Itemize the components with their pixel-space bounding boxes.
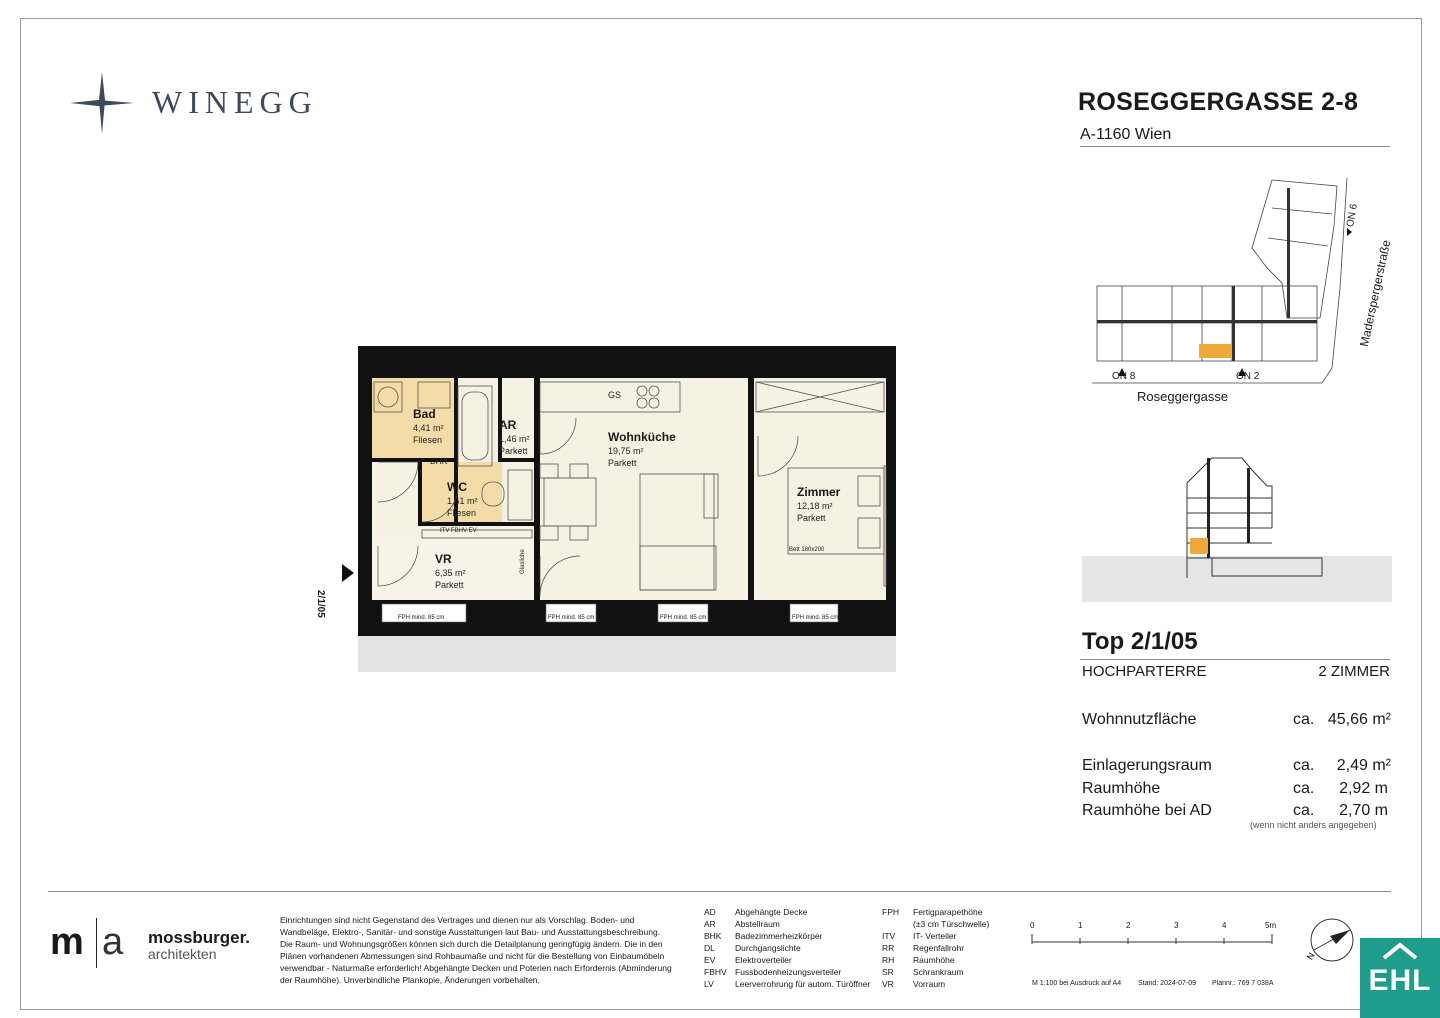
entrance-label: ON 8 bbox=[1112, 371, 1136, 382]
area-value: 45,66 m² bbox=[1327, 711, 1391, 728]
legend-row bbox=[704, 930, 870, 942]
fph-label: FPH mind. 85 cm bbox=[660, 615, 707, 621]
fph-label: FPH mind. 85 cm bbox=[792, 615, 839, 621]
architect-name: mossburger. bbox=[148, 928, 251, 947]
unit-title: Top 2/1/05 bbox=[1082, 628, 1198, 655]
area-value: 2,49 m² bbox=[1336, 757, 1391, 774]
street-label: Maderspergerstraße bbox=[1357, 238, 1394, 348]
room-name: Zimmer bbox=[797, 485, 841, 499]
legend-desc: Abgehängte Decke bbox=[735, 907, 808, 917]
scale-bar bbox=[1030, 932, 1280, 946]
legend-abbr: AD bbox=[704, 907, 716, 917]
area-value: 2,92 m bbox=[1339, 780, 1388, 797]
room-count: 2 ZIMMER bbox=[1318, 663, 1390, 680]
room-name: Bad bbox=[413, 407, 436, 421]
glas-label: Glasliche bbox=[520, 549, 526, 574]
room-area: 4,41 m² bbox=[413, 423, 444, 433]
legend-abbr: FBHV bbox=[704, 967, 727, 977]
entrance-label: ON 6 bbox=[1345, 203, 1360, 228]
legend-desc: Badezimmerheizkörper bbox=[735, 931, 823, 941]
bhk-label: BHK bbox=[430, 456, 448, 466]
gas-label: GS bbox=[608, 390, 622, 400]
legend-row bbox=[882, 942, 989, 954]
unit-tag: 2/1/05 bbox=[315, 590, 326, 618]
legend-row bbox=[704, 906, 870, 918]
plan-date: Stand: 2024-07-09 bbox=[1138, 980, 1196, 987]
itv-label: ITV FBHV EV bbox=[440, 528, 477, 534]
scale-note: M 1:100 bei Ausdruck auf A4 bbox=[1032, 980, 1122, 987]
area-ca: ca. bbox=[1293, 711, 1315, 728]
scale-tick: 1 bbox=[1078, 921, 1083, 930]
north-arrow-icon bbox=[1306, 914, 1358, 966]
legend-desc: Abstellraum bbox=[735, 919, 780, 929]
legend-abbr: SR bbox=[882, 967, 894, 977]
room-area: 1,46 m² bbox=[499, 434, 530, 444]
ehl-logo bbox=[1360, 938, 1440, 1018]
area-label: Einlagerungsraum bbox=[1082, 757, 1212, 774]
legend-row bbox=[882, 954, 989, 966]
area-ca: ca. bbox=[1293, 757, 1315, 774]
section-drawing bbox=[1082, 448, 1392, 602]
legend-abbr: FPH bbox=[882, 907, 899, 917]
brand-name: WINEGG bbox=[152, 84, 318, 120]
legend-left bbox=[704, 906, 870, 990]
scale-tick: 5m bbox=[1265, 921, 1277, 930]
star-logo-icon bbox=[68, 70, 136, 136]
disclaimer: Einrichtungen sind nicht Gegenstand des Vertrages und dienen nur als Vorschlag. Boden- und Wandbeläge, Elektro-, Sanitär- und sonstige Ausstattungen laut Bau- und Ausstattungsbeschreibung. Die Raum- und Wohnungsgrößen können sich durch die Detailplanung geringfügig ändern. Die in den Plänen vorhandenen Abmessungen sind Rohbaumaße und nicht für die Bestellung von Einbaumöbeln verwendbar - Naturmaße erforderlich! Abgehängte Decken und Poterien nach Erfordernis (Abminderung der Raumhöhe). Unverbindliche Plankopie, Änderungen vorbehalten. bbox=[280, 915, 672, 985]
legend-row bbox=[704, 942, 870, 954]
legend-row bbox=[882, 930, 989, 942]
legend-row bbox=[882, 906, 989, 918]
architect-logo-a: a bbox=[102, 921, 124, 963]
legend-row bbox=[704, 918, 870, 930]
room-floor: Parkett bbox=[608, 458, 637, 468]
fph-label: FPH mind. 85 cm bbox=[548, 615, 595, 621]
fph-label: FPH mind. 85 cm bbox=[398, 615, 445, 621]
legend-abbr: DL bbox=[704, 943, 715, 953]
floor-level: HOCHPARTERRE bbox=[1082, 663, 1207, 680]
legend-abbr: EV bbox=[704, 955, 716, 965]
room-name: WC bbox=[447, 480, 467, 494]
legend-desc: IT- Verteiler bbox=[913, 931, 957, 941]
room-floor: Fliesen bbox=[447, 508, 477, 518]
legend-desc: Raumhöhe bbox=[913, 955, 955, 965]
area-ca: ca. bbox=[1293, 780, 1315, 797]
legend-row bbox=[882, 918, 989, 930]
room-floor: Parkett bbox=[499, 446, 528, 456]
legend-desc: Elektroverteiler bbox=[735, 955, 792, 965]
legend-desc: Schrankraum bbox=[913, 967, 964, 977]
entrance-label: ON 2 bbox=[1236, 371, 1260, 382]
room-area: 6,35 m² bbox=[435, 568, 466, 578]
room-name: Wohnküche bbox=[608, 430, 676, 444]
legend-desc: Fertigparapethöhe bbox=[913, 907, 983, 917]
legend-desc: Vorraum bbox=[913, 979, 946, 989]
svg-text:N: N bbox=[1304, 950, 1317, 962]
legend-abbr: AR bbox=[704, 919, 716, 929]
legend-right bbox=[882, 906, 989, 990]
street-label: Roseggergasse bbox=[1137, 389, 1229, 404]
ehl-text: EHL bbox=[1368, 964, 1432, 997]
room-name: VR bbox=[435, 552, 452, 566]
area-value: 2,70 m bbox=[1339, 802, 1388, 819]
architect-sub: architekten bbox=[148, 946, 217, 962]
city: A-1160 Wien bbox=[1080, 126, 1172, 143]
room-area: 12,18 m² bbox=[797, 501, 833, 511]
divider bbox=[1080, 659, 1390, 660]
area-label: Raumhöhe bbox=[1082, 780, 1161, 797]
legend-abbr: BHK bbox=[704, 931, 722, 941]
plan-number: Plannr.: 769 7 038A bbox=[1212, 980, 1274, 987]
area-ca: ca. bbox=[1293, 802, 1315, 819]
room-floor: Fliesen bbox=[413, 435, 443, 445]
legend-abbr: VR bbox=[882, 979, 894, 989]
street-address: ROSEGGERGASSE 2-8 bbox=[1078, 88, 1359, 116]
area-label: Raumhöhe bei AD bbox=[1082, 802, 1212, 819]
room-name: AR bbox=[499, 418, 517, 432]
legend-desc: Durchgangslichte bbox=[735, 943, 801, 953]
scale-tick: 0 bbox=[1030, 921, 1035, 930]
height-note: (wenn nicht anders angegeben) bbox=[1250, 820, 1377, 830]
legend-abbr: LV bbox=[704, 979, 714, 989]
scale-tick: 4 bbox=[1222, 921, 1227, 930]
legend-desc: Fussbodenheizungsverteiler bbox=[735, 967, 842, 977]
legend-row bbox=[882, 966, 989, 978]
legend-row bbox=[704, 954, 870, 966]
legend-desc: (±3 cm Türschwelle) bbox=[913, 919, 990, 929]
legend-abbr: ITV bbox=[882, 931, 896, 941]
room-area: 19,75 m² bbox=[608, 446, 644, 456]
house-roof-icon bbox=[1382, 942, 1418, 960]
scale-tick: 3 bbox=[1174, 921, 1179, 930]
logo-separator bbox=[96, 918, 97, 968]
legend-abbr: RR bbox=[882, 943, 895, 953]
legend-abbr: RH bbox=[882, 955, 895, 965]
footer-divider bbox=[48, 891, 1391, 892]
divider bbox=[1080, 146, 1390, 147]
legend-desc: Leerverrohrung für autom. Türöffner bbox=[735, 979, 871, 989]
area-label: Wohnnutzfläche bbox=[1082, 711, 1197, 728]
room-floor: Parkett bbox=[435, 580, 464, 590]
room-floor: Parkett bbox=[797, 513, 826, 523]
room-area: 1,51 m² bbox=[447, 496, 478, 506]
scale-tick: 2 bbox=[1126, 921, 1131, 930]
architect-logo-m: m bbox=[50, 921, 84, 963]
legend-row bbox=[704, 978, 870, 990]
bed-label: Bett 180x200 bbox=[789, 547, 825, 553]
legend-row bbox=[704, 966, 870, 978]
legend-desc: Regenfallrohr bbox=[913, 943, 965, 953]
legend-row bbox=[882, 978, 989, 990]
